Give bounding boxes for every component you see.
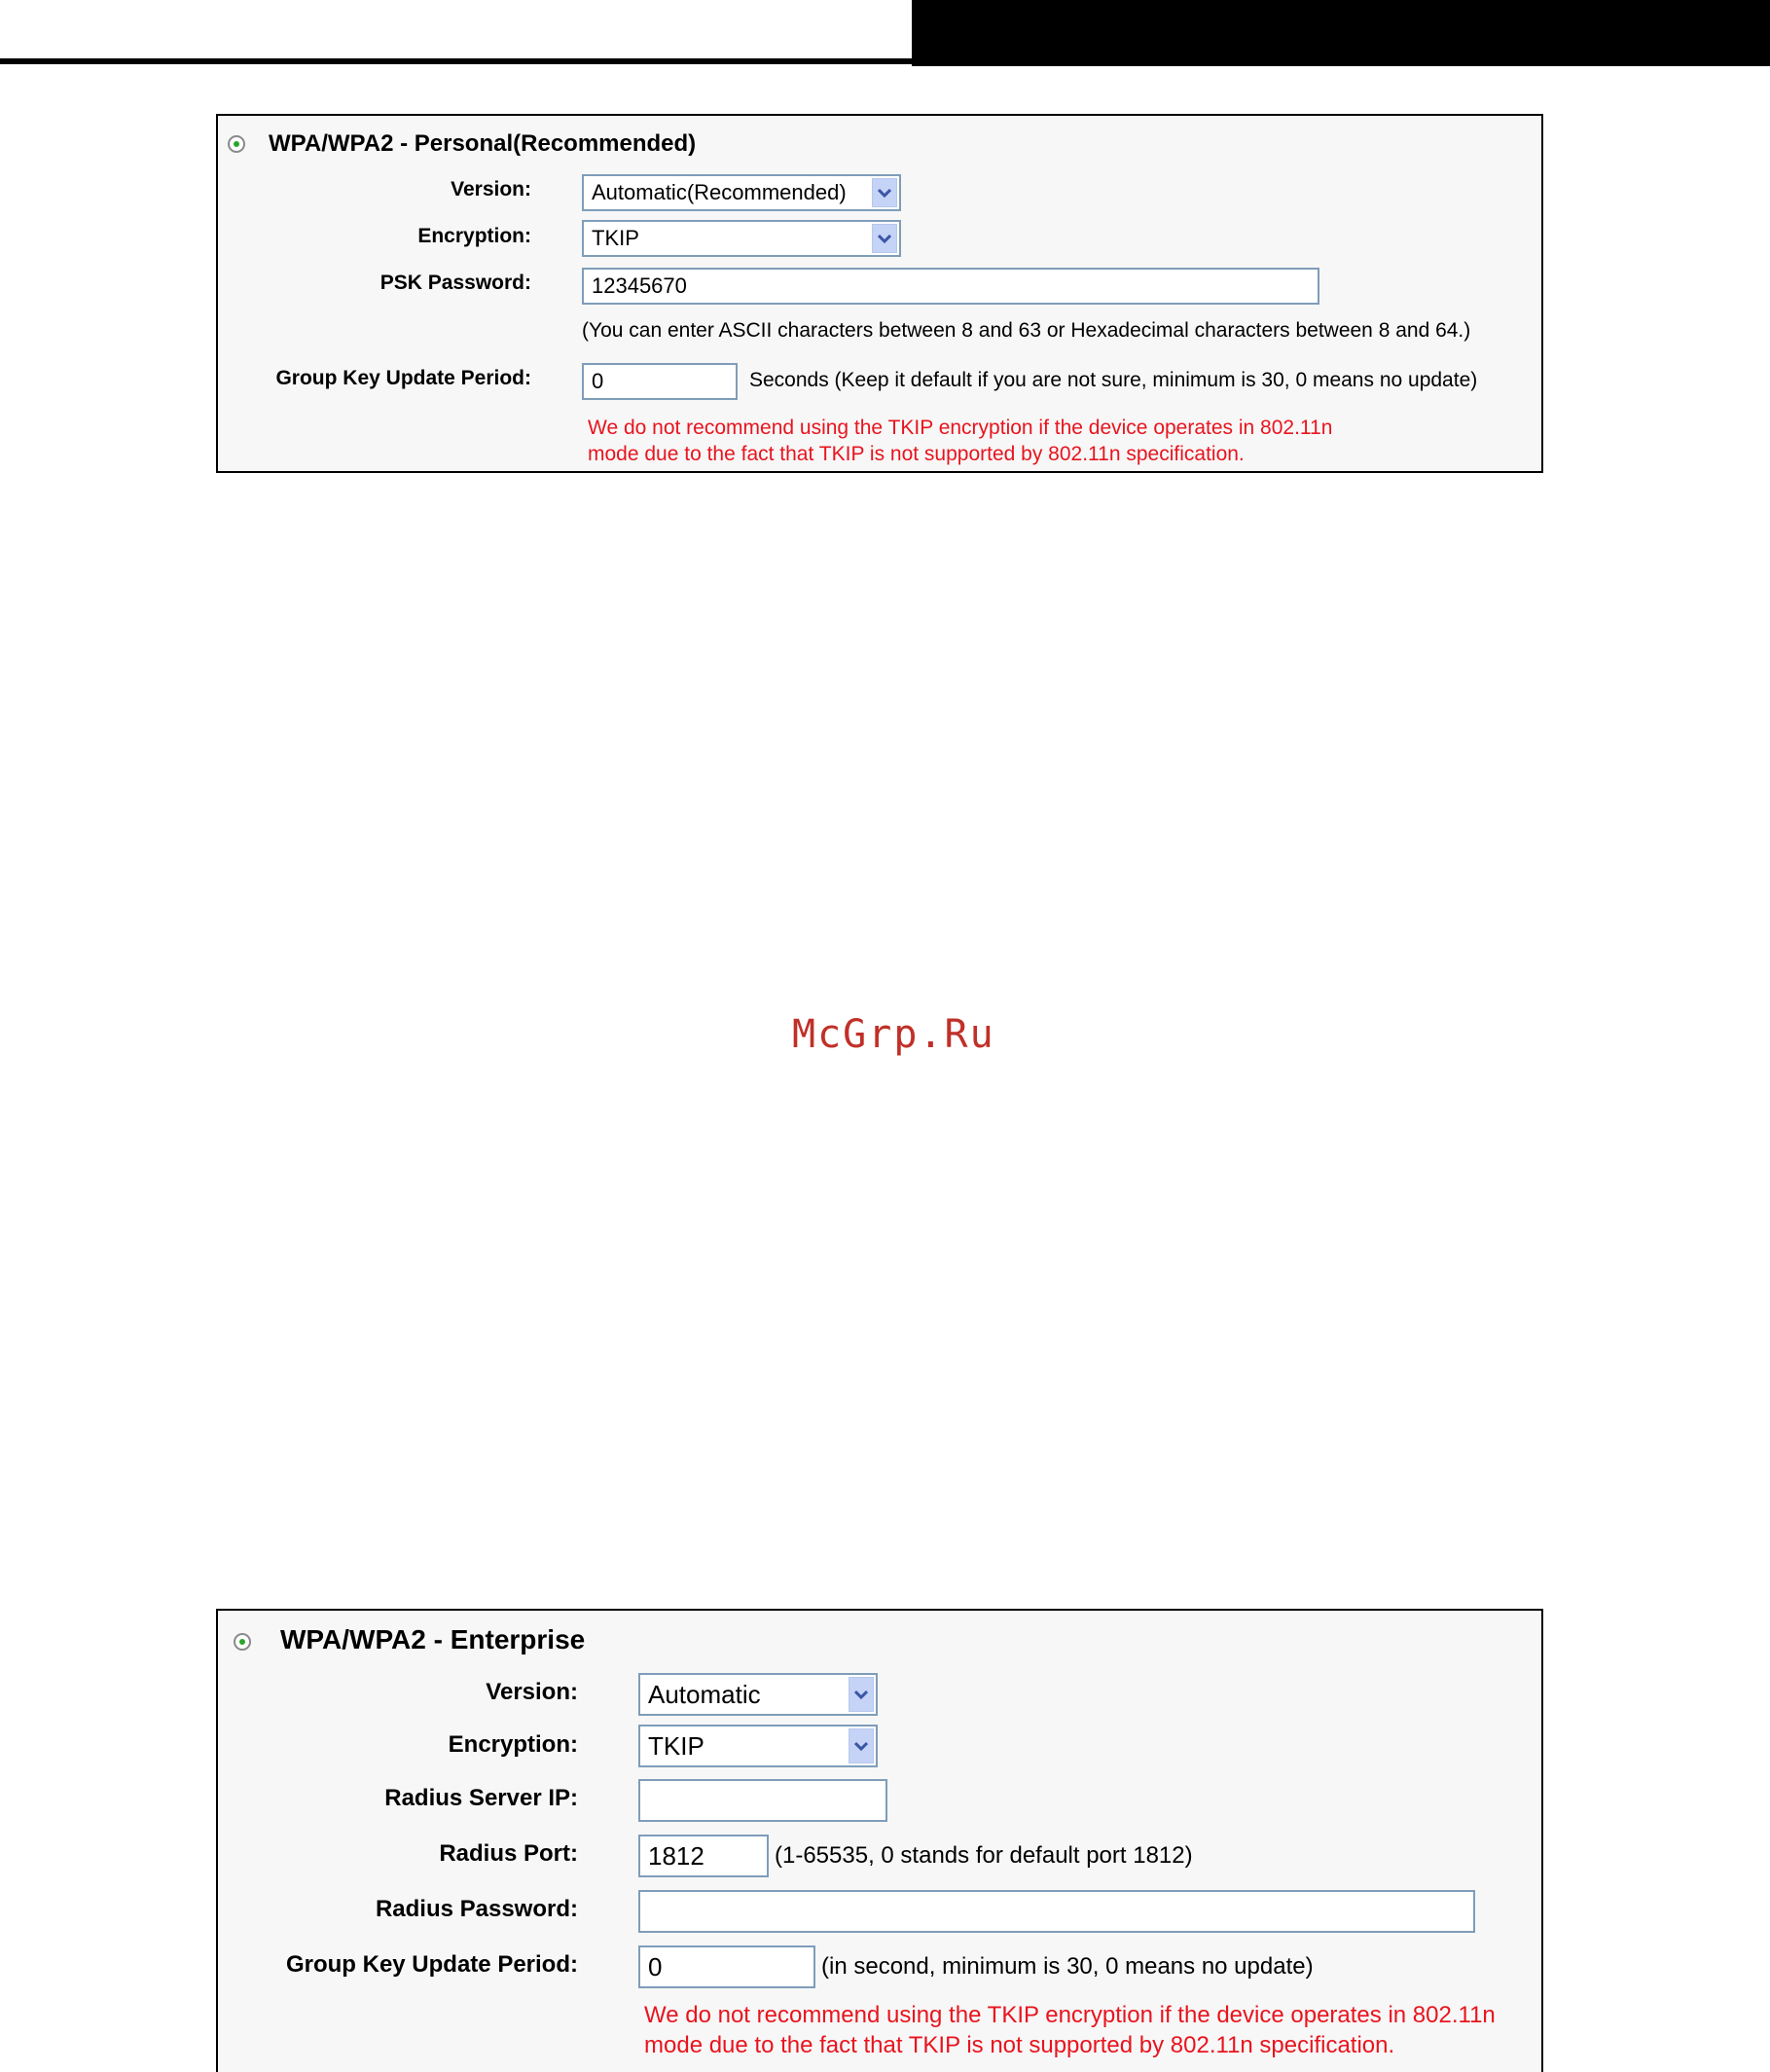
group-key-value: 0 — [592, 369, 604, 393]
tkip-warning: We do not recommend using the TKIP encryption if the device operates in 802.11n mode due to the fact that TKIP is not supported by 802.11n specification. — [588, 417, 1333, 466]
header-rule — [0, 58, 915, 64]
radius-ip-label: Radius Server IP: — [384, 1785, 578, 1811]
radius-port-value: 1812 — [648, 1840, 704, 1871]
radius-port-hint: (1-65535, 0 stands for default port 1812) — [775, 1842, 1193, 1869]
chevron-down-icon[interactable] — [872, 224, 897, 253]
group-key-hint: Seconds (Keep it default if you are not sure, minimum is 30, 0 means no update) — [749, 369, 1478, 391]
radio-selected-icon[interactable] — [228, 135, 245, 153]
group-key-hint: (in second, minimum is 30, 0 means no update) — [821, 1953, 1314, 1980]
encryption-label: Encryption: — [417, 225, 531, 247]
chevron-down-icon[interactable] — [872, 178, 897, 207]
chevron-down-icon[interactable] — [849, 1677, 874, 1712]
radius-password-input[interactable] — [638, 1890, 1475, 1933]
psk-password-input[interactable] — [582, 268, 1319, 305]
radius-password-label: Radius Password: — [375, 1896, 578, 1922]
group-key-label: Group Key Update Period: — [285, 1951, 578, 1978]
header-bar — [912, 0, 1770, 66]
watermark: McGrp.Ru — [792, 1012, 995, 1057]
panel-title: WPA/WPA2 - Personal(Recommended) — [269, 130, 697, 157]
wpa-personal-panel — [216, 114, 1543, 473]
group-key-input[interactable] — [638, 1945, 815, 1988]
version-value: Automatic — [648, 1679, 761, 1709]
group-key-value: 0 — [648, 1951, 663, 1981]
chevron-down-icon[interactable] — [849, 1728, 874, 1763]
encryption-value: TKIP — [648, 1730, 704, 1761]
version-select[interactable] — [582, 174, 901, 211]
panel-title: WPA/WPA2 - Enterprise — [280, 1624, 586, 1654]
version-select[interactable] — [638, 1673, 878, 1716]
radio-selected-icon[interactable] — [234, 1633, 251, 1651]
encryption-label: Encryption: — [448, 1731, 578, 1758]
wpa-enterprise-panel — [216, 1609, 1543, 2072]
radius-port-label: Radius Port: — [439, 1840, 578, 1867]
version-label: Version: — [486, 1679, 578, 1705]
psk-password-label: PSK Password: — [379, 272, 531, 294]
radius-port-input[interactable] — [638, 1835, 769, 1877]
version-label: Version: — [451, 178, 531, 200]
radius-ip-input[interactable] — [638, 1779, 887, 1822]
tkip-warning: We do not recommend using the TKIP encryption if the device operates in 802.11n mode due to the fact that TKIP is not supported by 802.11n specification. — [644, 2002, 1496, 2059]
psk-hint: (You can enter ASCII characters between 8 and 63 or Hexadecimal characters between 8 and 64.) — [582, 319, 1471, 342]
psk-password-value: 12345670 — [592, 273, 687, 298]
group-key-label: Group Key Update Period: — [275, 367, 531, 389]
version-value: Automatic(Recommended) — [592, 180, 847, 204]
group-key-input[interactable] — [582, 363, 738, 400]
encryption-select[interactable] — [582, 220, 901, 257]
encryption-value: TKIP — [592, 226, 639, 250]
encryption-select[interactable] — [638, 1725, 878, 1767]
